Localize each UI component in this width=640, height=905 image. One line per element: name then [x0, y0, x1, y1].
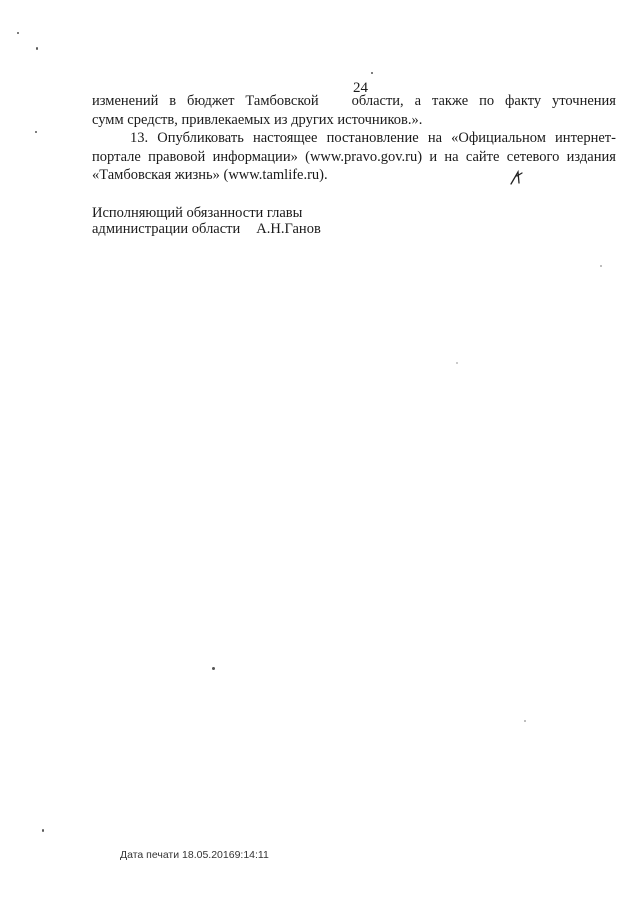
- word: на: [444, 148, 459, 165]
- word: бюджет: [187, 93, 235, 109]
- word: по: [479, 93, 495, 109]
- signature-block: [92, 205, 321, 237]
- scan-speck: [524, 720, 526, 722]
- signer-title-line-1: Исполняющий обязанности главы: [92, 205, 303, 221]
- scan-speck: [371, 72, 373, 74]
- word: Тамбовской: [245, 93, 319, 109]
- word: Опубликовать: [157, 130, 244, 146]
- word: настоящее: [252, 130, 318, 146]
- justified-line: [92, 129, 616, 148]
- word: сайте: [465, 148, 500, 165]
- justified-line: [92, 148, 616, 167]
- scan-speck: [42, 829, 44, 832]
- paragraph-13: [92, 129, 616, 185]
- print-date-footer: Дата печати 18.05.20169:14:11: [120, 849, 269, 861]
- scan-speck: [212, 667, 215, 670]
- text-line: «Тамбовская жизнь» (www.tamlife.ru).: [92, 167, 328, 183]
- word: факту: [505, 93, 542, 109]
- word: также: [431, 93, 469, 109]
- justified-line: [92, 92, 616, 111]
- word: уточнения: [552, 93, 616, 109]
- word: области,: [351, 93, 404, 109]
- word: 13.: [130, 130, 149, 146]
- word: (www.pravo.gov.ru): [305, 148, 423, 165]
- word: изменений: [92, 93, 159, 109]
- signer-title-line-2: [92, 221, 321, 237]
- scan-speck: [600, 265, 602, 267]
- word: правовой: [148, 148, 206, 165]
- word: интернет-: [555, 130, 616, 146]
- text-line: сумм средств, привлекаемых из других источников.».: [92, 111, 423, 128]
- word: на: [427, 130, 443, 146]
- page-number: 24: [353, 80, 368, 96]
- word: постановление: [326, 130, 419, 146]
- signer-title: администрации области: [92, 221, 241, 237]
- paragraph-continuation: [92, 92, 616, 129]
- word: сетевого: [506, 148, 560, 165]
- word: информации»: [212, 148, 298, 165]
- scan-speck: [17, 32, 19, 34]
- document-body: [92, 92, 616, 185]
- scan-speck: [35, 131, 37, 133]
- word: а: [414, 93, 422, 109]
- signer-name: А.Н.Ганов: [256, 221, 321, 237]
- word: издания: [566, 148, 616, 165]
- scan-speck: [456, 362, 458, 364]
- scan-speck: [36, 47, 38, 50]
- word: портале: [92, 148, 141, 165]
- word: «Официальном: [451, 130, 546, 146]
- handwritten-initial-mark: [508, 167, 528, 187]
- word: в: [169, 93, 177, 109]
- word: и: [429, 148, 438, 165]
